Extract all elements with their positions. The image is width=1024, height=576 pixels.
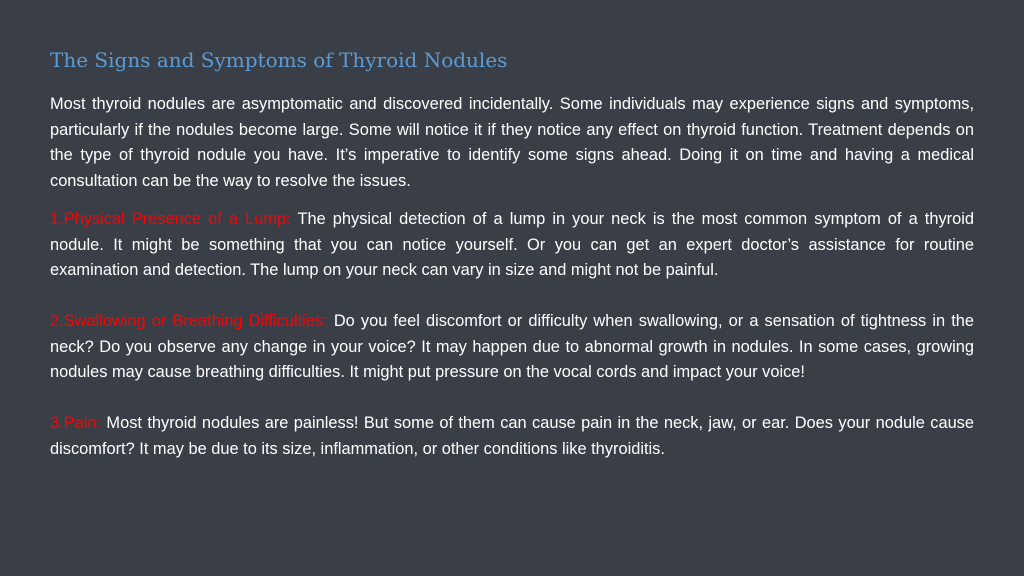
symptom-lump-text: The physical detection of a lump in your neck is the most common symptom of a thyroid nodule. It might be something that you can notice yourself. Or you can get an expert doctor’s assistance for routine examination and detection. The lump on your neck can vary in size and might not be painful.: [50, 209, 974, 280]
symptom-pain-paragraph: [50, 411, 974, 462]
symptom-pain-heading: 3.Pain:: [50, 414, 102, 433]
symptom-pain-text: Most thyroid nodules are painless! But some of them can cause pain in the neck, jaw, or ear. Does your nodule cause discomfort? It may be due to its size, inflammation, or other conditions like thyroiditis.: [50, 414, 974, 458]
intro-paragraph: Most thyroid nodules are asymptomatic and discovered incidentally. Some individuals may experience signs and symptoms, particularly if the nodules become large. Some will notice it if they notice any effect on thyroid function. Treatment depends on the type of thyroid nodule you have. It’s imperative to identify some signs ahead. Doing it on time and having a medical consultation can be the way to resolve the issues.: [50, 95, 974, 191]
page-title: The Signs and Symptoms of Thyroid Nodules: [50, 48, 508, 72]
symptom-swallowing-paragraph: [50, 309, 974, 386]
symptom-lump-heading: 1.Physical Presence of a Lump:: [50, 209, 291, 228]
slide-content: [50, 48, 974, 462]
symptom-swallowing-text: Do you feel discomfort or difficulty when swallowing, or a sensation of tightness in the neck? Do you observe any change in your voice? It may happen due to abnormal growth in nodules. In some cases, growing nodules may cause breathing difficulties. It might put pressure on the vocal cords and impact your voice!: [50, 311, 974, 382]
symptom-lump-paragraph: [50, 207, 974, 284]
symptom-swallowing-heading: 2.Swallowing or Breathing Difficulties:: [50, 311, 328, 330]
